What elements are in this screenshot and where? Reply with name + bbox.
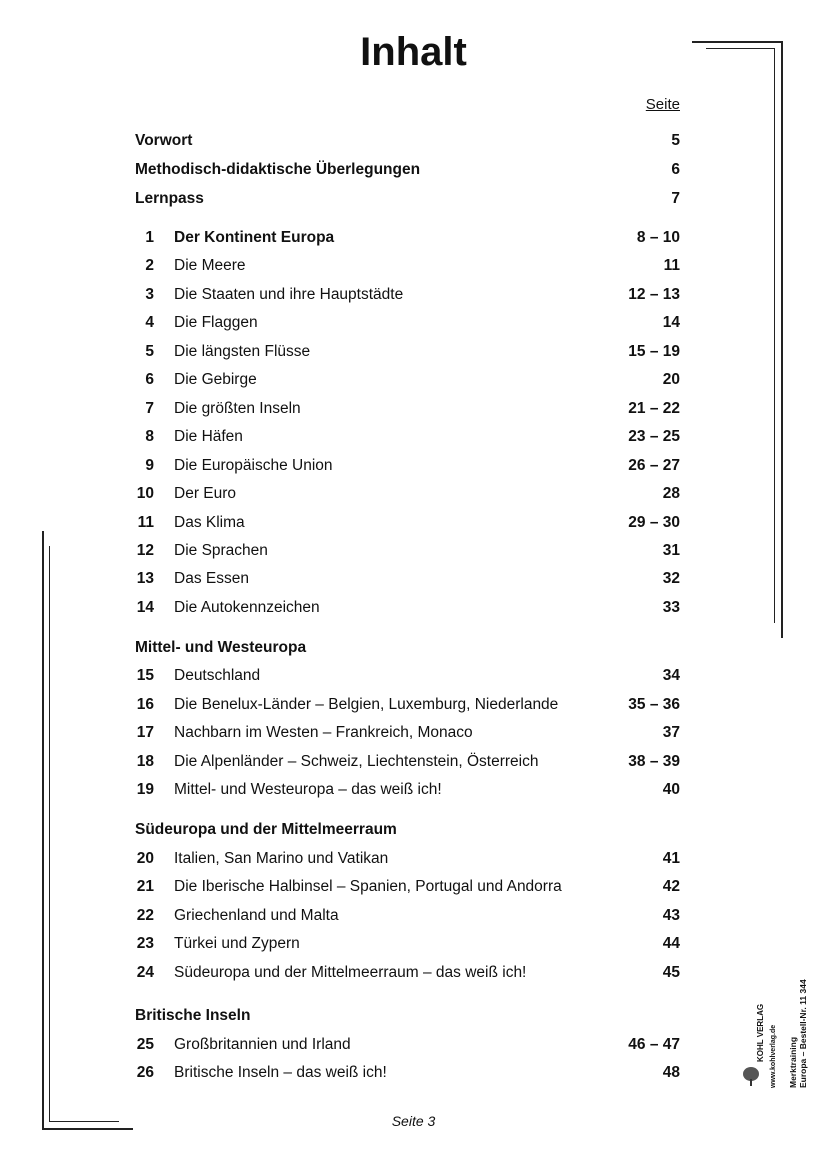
page-footer: Seite 3	[391, 1113, 436, 1129]
section-heading: Britische Inseln	[135, 1007, 251, 1024]
toc-row[interactable]	[135, 932, 680, 956]
toc-title: Großbritannien und Irland	[174, 1036, 351, 1053]
toc-title: Die Gebirge	[174, 371, 257, 388]
toc-page: 48	[662, 1064, 680, 1081]
toc-row[interactable]	[135, 340, 680, 364]
toc-row[interactable]	[135, 750, 680, 774]
section-heading: Mittel- und Westeuropa	[135, 639, 307, 656]
frame-line	[781, 41, 783, 638]
toc-number: 26	[136, 1064, 154, 1081]
tree-logo-icon	[742, 1066, 760, 1086]
toc-page: 43	[662, 907, 680, 924]
toc-page: 34	[662, 667, 680, 684]
frame-line	[42, 531, 44, 1130]
frame-line	[692, 41, 783, 43]
toc-title: Die Autokennzeichen	[174, 599, 320, 616]
toc-page: 14	[662, 314, 680, 331]
toc-row[interactable]	[135, 721, 680, 745]
toc-number: 7	[145, 400, 154, 417]
toc-title: Das Klima	[174, 514, 245, 531]
toc-number: 2	[145, 257, 154, 274]
toc-title: Deutschland	[174, 667, 261, 684]
toc-title: Die Staaten und ihre Hauptstädte	[174, 286, 404, 303]
toc-page: 40	[662, 781, 680, 798]
toc-title: Türkei und Zypern	[174, 935, 300, 952]
toc-page: 21 – 22	[628, 400, 680, 417]
toc-title: Südeuropa und der Mittelmeerraum – das weiß ich!	[174, 964, 527, 981]
side-label-line1: Merktraining	[788, 1036, 798, 1088]
toc-row[interactable]	[135, 425, 680, 449]
frame-line	[706, 48, 775, 49]
toc-row[interactable]	[135, 664, 680, 688]
toc-row[interactable]	[135, 482, 680, 506]
toc-page: 41	[662, 850, 680, 867]
toc-row[interactable]	[135, 187, 680, 211]
toc-title: Methodisch-didaktische Überlegungen	[135, 161, 421, 178]
toc-number: 10	[136, 485, 154, 502]
toc-title: Die Meere	[174, 257, 246, 274]
toc-row[interactable]	[135, 539, 680, 563]
toc-title: Italien, San Marino und Vatikan	[174, 850, 389, 867]
toc-title: Griechenland und Malta	[174, 907, 339, 924]
side-label-line2: Europa – Bestell-Nr. 11 344	[798, 979, 808, 1088]
toc-title: Der Euro	[174, 485, 237, 502]
toc-page: 42	[662, 878, 680, 895]
toc-page: 29 – 30	[628, 514, 680, 531]
toc-number: 9	[145, 457, 154, 474]
toc-row[interactable]	[135, 368, 680, 392]
toc-row[interactable]	[135, 129, 680, 153]
publisher-url: www.kohlverlag.de	[770, 1024, 777, 1088]
page-title: Inhalt	[360, 30, 467, 74]
toc-title: Nachbarn im Westen – Frankreich, Monaco	[174, 724, 473, 741]
toc-row[interactable]	[135, 1033, 680, 1057]
toc-number: 5	[145, 343, 154, 360]
toc-row[interactable]	[135, 311, 680, 335]
toc-row[interactable]	[135, 693, 680, 717]
toc-row[interactable]	[135, 567, 680, 591]
toc-page: 11	[663, 257, 680, 274]
toc-row[interactable]	[135, 226, 680, 250]
section-heading: Südeuropa und der Mittelmeerraum	[135, 821, 397, 838]
toc-number: 3	[145, 286, 154, 303]
toc-number: 24	[136, 964, 154, 981]
toc-title: Die Alpenländer – Schweiz, Liechtenstein, Österreich	[174, 753, 539, 770]
toc-page: 5	[671, 132, 680, 149]
toc-page: 12 – 13	[628, 286, 680, 303]
toc-number: 20	[136, 850, 154, 867]
toc-number: 6	[145, 371, 154, 388]
toc-number: 11	[137, 514, 154, 531]
toc-number: 15	[136, 667, 154, 684]
toc-row[interactable]	[135, 283, 680, 307]
toc-number: 14	[136, 599, 154, 616]
toc-number: 23	[136, 935, 154, 952]
toc-title: Die Sprachen	[174, 542, 268, 559]
toc-row[interactable]	[135, 454, 680, 478]
toc-page: 20	[662, 371, 680, 388]
toc-row[interactable]	[135, 778, 680, 802]
toc-row[interactable]	[135, 904, 680, 928]
toc-row[interactable]	[135, 397, 680, 421]
toc-title: Die Benelux-Länder – Belgien, Luxemburg, Niederlande	[174, 696, 559, 713]
toc-title: Vorwort	[135, 132, 193, 149]
toc-number: 21	[136, 878, 154, 895]
toc-page: 37	[662, 724, 680, 741]
toc-page: 45	[662, 964, 680, 981]
toc-title: Die Europäische Union	[174, 457, 333, 474]
toc-row[interactable]	[135, 875, 680, 899]
page-column-header: Seite	[645, 96, 680, 113]
toc-page: 31	[662, 542, 680, 559]
toc-title: Lernpass	[135, 190, 204, 207]
toc-page: 26 – 27	[628, 457, 680, 474]
toc-page: 7	[671, 190, 680, 207]
toc-page: 46 – 47	[628, 1036, 680, 1053]
side-label	[788, 979, 808, 1088]
toc-number: 4	[145, 314, 154, 331]
toc-page: 33	[662, 599, 680, 616]
publisher-logo-text: KOHL VERLAG	[756, 1003, 765, 1062]
toc-title: Die längsten Flüsse	[174, 343, 311, 360]
toc-page: 32	[662, 570, 680, 587]
toc-page: 8 – 10	[636, 229, 680, 246]
toc-number: 19	[136, 781, 154, 798]
toc-page: 15 – 19	[628, 343, 680, 360]
toc-number: 16	[136, 696, 154, 713]
toc-page: 6	[671, 161, 680, 178]
toc-title: Das Essen	[174, 570, 249, 587]
toc-number: 1	[145, 229, 154, 246]
toc-page: 38 – 39	[628, 753, 680, 770]
toc-number: 8	[145, 428, 154, 445]
toc-title: Britische Inseln – das weiß ich!	[174, 1064, 387, 1081]
toc-row[interactable]	[135, 1061, 680, 1085]
toc-number: 12	[136, 542, 154, 559]
toc-title: Die Iberische Halbinsel – Spanien, Portugal und Andorra	[174, 878, 562, 895]
toc-number: 13	[136, 570, 154, 587]
frame-line	[774, 48, 775, 623]
toc-number: 17	[136, 724, 154, 741]
toc-number: 22	[136, 907, 154, 924]
toc-title: Mittel- und Westeuropa – das weiß ich!	[174, 781, 442, 798]
toc-page: 44	[662, 935, 680, 952]
toc-page: 28	[662, 485, 680, 502]
toc-row[interactable]	[135, 511, 680, 535]
toc-title: Der Kontinent Europa	[174, 229, 335, 246]
toc-title: Die Flaggen	[174, 314, 258, 331]
frame-line	[49, 546, 50, 1122]
toc-row[interactable]	[135, 961, 680, 985]
toc-page: 23 – 25	[628, 428, 680, 445]
toc-row[interactable]	[135, 158, 680, 182]
toc-row[interactable]	[135, 254, 680, 278]
toc-row[interactable]	[135, 847, 680, 871]
toc-page: 35 – 36	[628, 696, 680, 713]
toc-number: 25	[136, 1036, 154, 1053]
toc-row[interactable]	[135, 596, 680, 620]
toc-number: 18	[136, 753, 154, 770]
toc-title: Die Häfen	[174, 428, 243, 445]
toc-title: Die größten Inseln	[174, 400, 301, 417]
